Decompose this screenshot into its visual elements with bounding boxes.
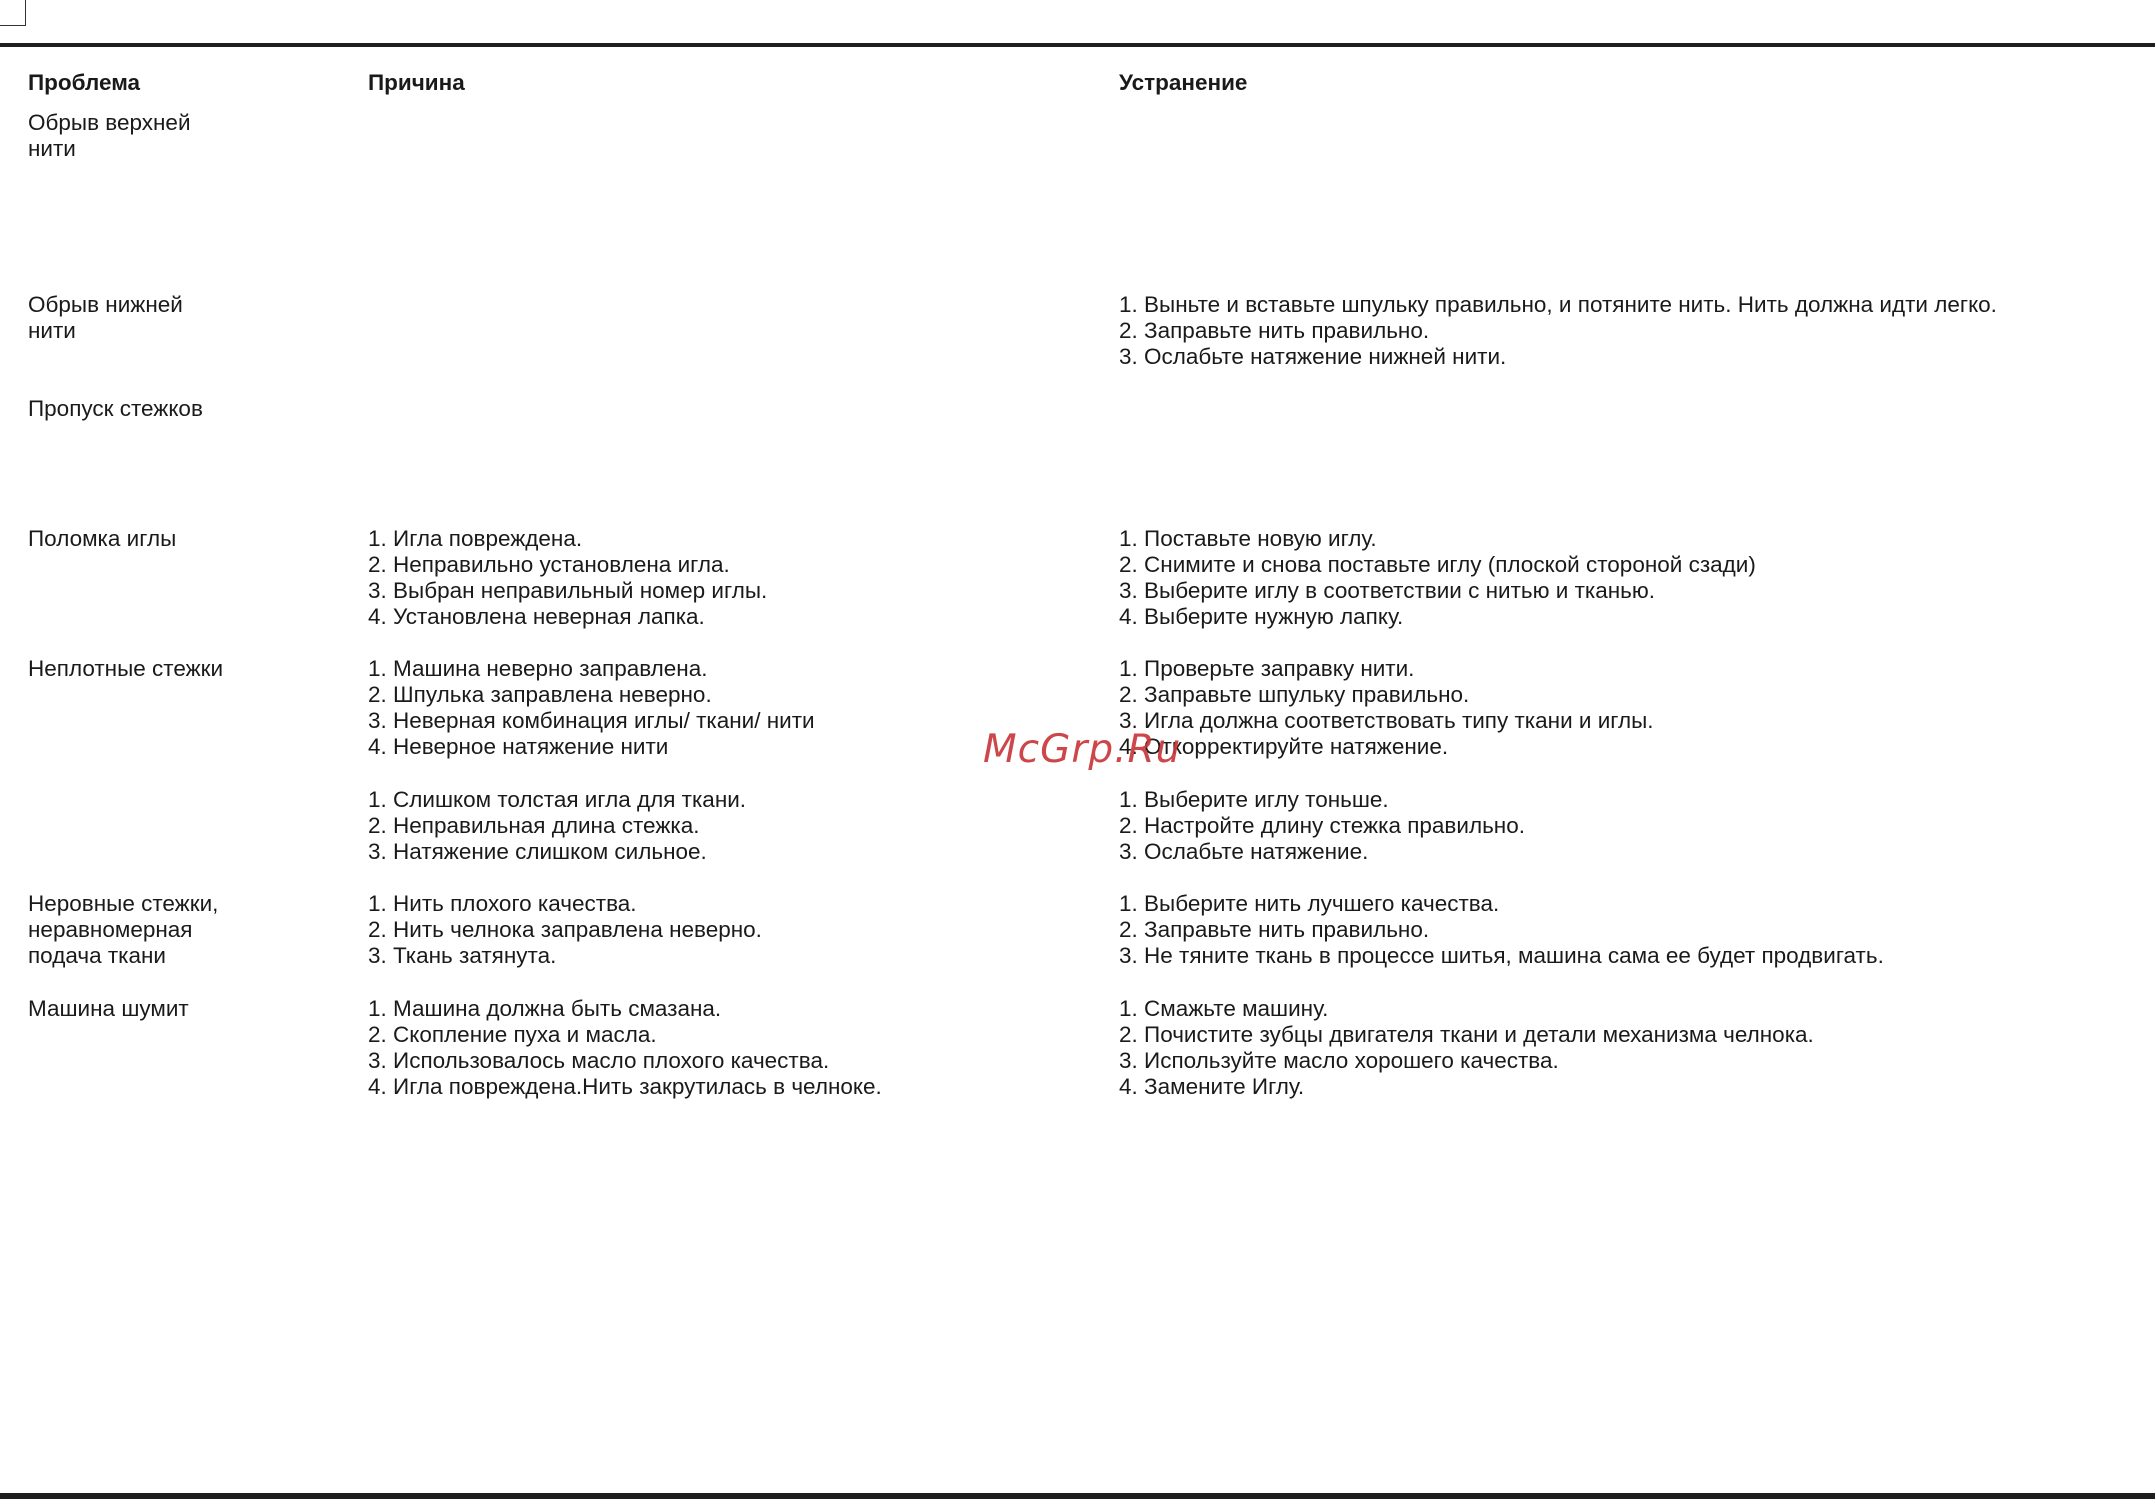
- fix-line: 2. Почистите зубцы двигателя ткани и детали механизма челнока.: [1119, 1022, 1814, 1047]
- cause-line: 3. Использовалось масло плохого качества.: [368, 1048, 830, 1073]
- row-causes: [368, 787, 746, 865]
- problem-line: нити: [28, 318, 76, 343]
- fix-line: 1. Выньте и вставьте шпульку правильно, и потяните нить. Нить должна идти легко.: [1119, 292, 1997, 317]
- row-problem: [28, 891, 218, 969]
- problem-line: подача ткани: [28, 943, 166, 968]
- header-cause: Причина: [368, 70, 465, 95]
- cause-line: 3. Неверная комбинация иглы/ ткани/ нити: [368, 708, 815, 733]
- row-fixes: [1119, 787, 1525, 865]
- row-fixes: [1119, 292, 1997, 370]
- cause-line: 1. Машина должна быть смазана.: [368, 996, 722, 1021]
- cause-line: 2. Скопление пуха и масла.: [368, 1022, 657, 1047]
- problem-line: Поломка иглы: [28, 526, 177, 551]
- fix-line: 3. Не тяните ткань в процессе шитья, машина сама ее будет продвигать.: [1119, 943, 1884, 968]
- problem-line: Машина шумит: [28, 996, 189, 1021]
- problem-line: неравномерная: [28, 917, 193, 942]
- row-problem: [28, 996, 189, 1022]
- cause-line: 4. Установлена неверная лапка.: [368, 604, 705, 629]
- row-problem: [28, 110, 191, 162]
- problem-line: Обрыв нижней: [28, 292, 183, 317]
- row-fixes: [1119, 656, 1654, 760]
- cause-line: 4. Неверное натяжение нити: [368, 734, 669, 759]
- fix-line: 2. Снимите и снова поставьте иглу (плоской стороной сзади): [1119, 552, 1756, 577]
- fix-line: 4. Замените Иглу.: [1119, 1074, 1305, 1099]
- problem-line: Неровные стежки,: [28, 891, 219, 916]
- cause-line: 2. Нить челнока заправлена неверно.: [368, 917, 762, 942]
- fix-line: 4. Откорректируйте натяжение.: [1119, 734, 1449, 759]
- cause-line: 2. Шпулька заправлена неверно.: [368, 682, 712, 707]
- row-causes: [368, 656, 815, 760]
- row-fixes: [1119, 996, 1814, 1100]
- row-fixes: [1119, 526, 1756, 630]
- fix-line: 3. Выберите иглу в соответствии с нитью и тканью.: [1119, 578, 1656, 603]
- cause-line: 4. Игла повреждена.Нить закрутилась в челноке.: [368, 1074, 882, 1099]
- row-fixes: [1119, 891, 1884, 969]
- row-causes: [368, 891, 762, 969]
- fix-line: 1. Поставьте новую иглу.: [1119, 526, 1377, 551]
- watermark-logo: McGrp.Ru: [983, 727, 1182, 772]
- cause-line: 3. Выбран неправильный номер иглы.: [368, 578, 768, 603]
- cause-line: 3. Натяжение слишком сильное.: [368, 839, 707, 864]
- header-problem: Проблема: [28, 70, 141, 95]
- fix-line: 1. Выберите иглу тоньше.: [1119, 787, 1389, 812]
- row-problem: [28, 292, 183, 344]
- row-problem: [28, 396, 203, 422]
- fix-line: 1. Выберите нить лучшего качества.: [1119, 891, 1500, 916]
- row-problem: [28, 656, 223, 682]
- fix-line: 1. Проверьте заправку нити.: [1119, 656, 1415, 681]
- row-causes: [368, 526, 767, 630]
- corner-checkbox: [0, 0, 26, 26]
- problem-line: Пропуск стежков: [28, 396, 203, 421]
- header-fix: Устранение: [1119, 70, 1248, 95]
- fix-line: 3. Ослабьте натяжение.: [1119, 839, 1369, 864]
- cause-line: 2. Неправильно установлена игла.: [368, 552, 730, 577]
- fix-line: 2. Настройте длину стежка правильно.: [1119, 813, 1525, 838]
- problem-line: нити: [28, 136, 76, 161]
- fix-line: 2. Заправьте шпульку правильно.: [1119, 682, 1470, 707]
- problem-line: Неплотные стежки: [28, 656, 224, 681]
- cause-line: 1. Машина неверно заправлена.: [368, 656, 708, 681]
- row-problem: [28, 526, 176, 552]
- row-causes: [368, 996, 882, 1100]
- fix-line: 3. Используйте масло хорошего качества.: [1119, 1048, 1559, 1073]
- fix-line: 3. Игла должна соответствовать типу ткани и иглы.: [1119, 708, 1654, 733]
- cause-line: 1. Игла повреждена.: [368, 526, 583, 551]
- cause-line: 1. Нить плохого качества.: [368, 891, 637, 916]
- fix-line: 2. Заправьте нить правильно.: [1119, 917, 1430, 942]
- fix-line: 2. Заправьте нить правильно.: [1119, 318, 1430, 343]
- cause-line: 3. Ткань затянута.: [368, 943, 557, 968]
- cause-line: 2. Неправильная длина стежка.: [368, 813, 700, 838]
- fix-line: 4. Выберите нужную лапку.: [1119, 604, 1404, 629]
- fix-line: 1. Смажьте машину.: [1119, 996, 1329, 1021]
- bottom-rule: [0, 1493, 2155, 1499]
- top-rule: [0, 43, 2155, 47]
- cause-line: 1. Слишком толстая игла для ткани.: [368, 787, 747, 812]
- fix-line: 3. Ослабьте натяжение нижней нити.: [1119, 344, 1507, 369]
- problem-line: Обрыв верхней: [28, 110, 191, 135]
